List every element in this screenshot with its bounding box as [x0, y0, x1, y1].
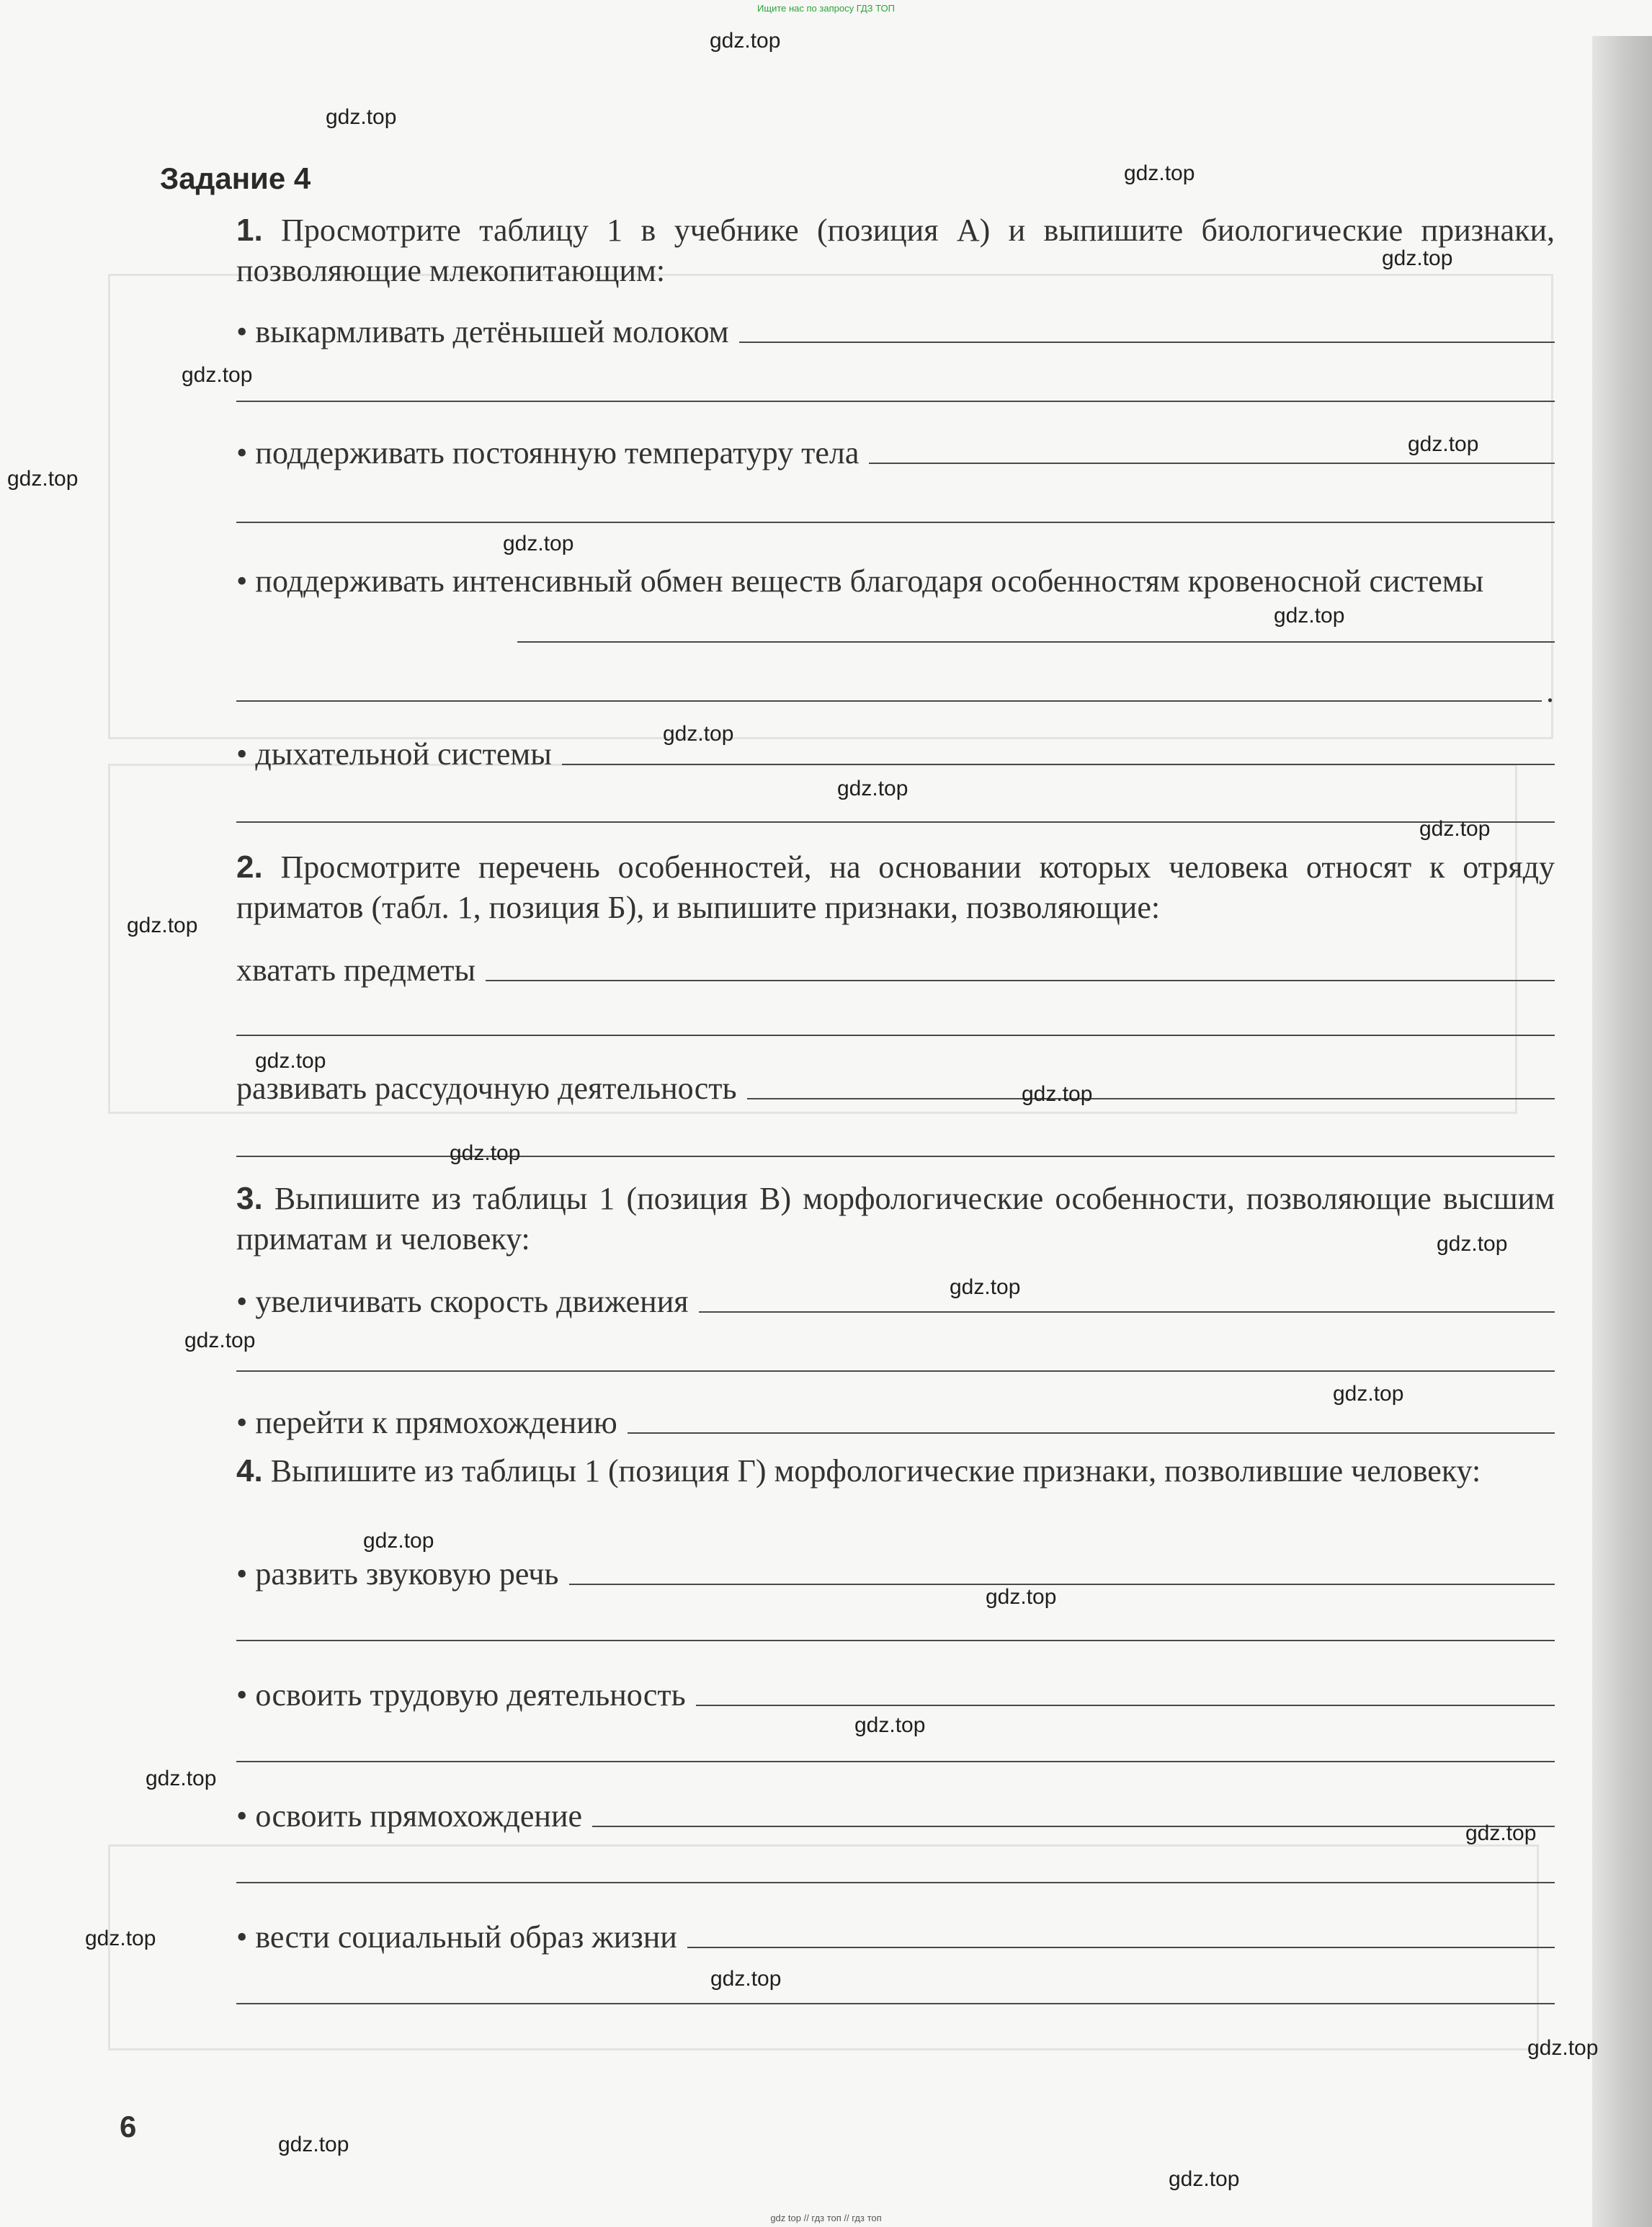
answer-row[interactable] [236, 1403, 1555, 1441]
answer-line[interactable] [569, 1584, 1555, 1585]
watermark-text: gdz.top [837, 777, 908, 800]
watermark-text: gdz.top [854, 1713, 926, 1737]
watermark-text: gdz.top [326, 105, 397, 129]
watermark-text: gdz.top [950, 1275, 1021, 1299]
answer-row[interactable] [236, 1676, 1555, 1713]
watermark-text: gdz.top [184, 1329, 256, 1352]
answer-row[interactable] [236, 735, 1555, 772]
answer-line[interactable] [236, 522, 1555, 523]
question-4 [236, 1451, 1555, 1491]
question-4-number: 4. [236, 1453, 263, 1489]
watermark-text: gdz.top [1527, 2036, 1599, 2060]
answer-line[interactable] [236, 1156, 1555, 1157]
question-2-text: Просмотрите перечень особенностей, на основании которых человека относят к отряду приматов (табл. 1, позиция Б), и выпишите признаки, позволяющие: [236, 849, 1555, 925]
page-number: 6 [120, 2110, 137, 2143]
question-2 [236, 847, 1555, 928]
watermark-text: gdz.top [986, 1585, 1057, 1609]
answer-row[interactable] [236, 1918, 1555, 1955]
watermark-text: gdz.top [363, 1529, 434, 1553]
question-3 [236, 1179, 1555, 1259]
footer-note: gdz top // гдз топ // гдз топ [770, 2213, 882, 2223]
answer-line[interactable] [236, 1761, 1555, 1762]
answer-line[interactable] [236, 700, 1542, 702]
answer-line[interactable] [699, 1311, 1555, 1313]
answer-line[interactable] [236, 821, 1555, 823]
answer-row[interactable] [236, 951, 1555, 988]
answer-line[interactable] [236, 2003, 1555, 2004]
watermark-text: gdz.top [503, 532, 574, 555]
answer-line[interactable] [562, 764, 1555, 765]
answer-line[interactable] [592, 1826, 1555, 1827]
answer-line[interactable] [236, 1882, 1555, 1883]
answer-prompt: • перейти к прямохождению [236, 1405, 617, 1440]
page-spine-shadow [1592, 36, 1652, 2227]
watermark-text: gdz.top [1274, 604, 1345, 628]
watermark-text: gdz.top [450, 1141, 521, 1165]
answer-prompt: • развить звуковую речь [236, 1556, 559, 1592]
watermark-text: gdz.top [1382, 246, 1453, 270]
answer-prompt: хватать предметы [236, 952, 476, 988]
answer-line[interactable] [747, 1098, 1555, 1099]
watermark-text: gdz.top [1169, 2167, 1240, 2191]
watermark-text: gdz.top [663, 722, 734, 746]
task-title: Задание 4 [160, 161, 311, 195]
header-note: Ищите нас по запросу ГДЗ ТОП [757, 3, 895, 14]
answer-prompt: • освоить прямохождение [236, 1798, 583, 1834]
watermark-text: gdz.top [127, 914, 198, 937]
answer-row[interactable] [236, 1069, 1555, 1107]
watermark-text: gdz.top [1437, 1232, 1508, 1256]
watermark-text: gdz.top [182, 363, 253, 387]
answer-row[interactable] [236, 1282, 1555, 1320]
answer-line[interactable] [236, 1640, 1555, 1641]
answer-line[interactable] [628, 1432, 1555, 1434]
watermark-text: gdz.top [255, 1049, 326, 1073]
answer-row[interactable] [236, 1797, 1555, 1834]
answer-prompt: • увеличивать скорость движения [236, 1284, 689, 1319]
watermark-text: gdz.top [710, 29, 781, 53]
answer-prompt: • поддерживать интенсивный обмен веществ благодаря особенностям кровеносной системы [236, 563, 1484, 599]
watermark-text: gdz.top [1333, 1382, 1404, 1406]
answer-prompt: • выкармливать детёнышей молоком [236, 314, 729, 349]
answer-line[interactable] [236, 1035, 1555, 1036]
question-3-number: 3. [236, 1181, 263, 1216]
watermark-text: gdz.top [1408, 432, 1479, 456]
answer-line[interactable] [739, 342, 1555, 343]
question-1-number: 1. [236, 213, 263, 248]
question-4-text: Выпишите из таблицы 1 (позиция Г) морфологические признаки, позволившие человеку: [270, 1453, 1481, 1489]
watermark-text: gdz.top [1022, 1082, 1093, 1106]
answer-line[interactable] [236, 401, 1555, 402]
answer-line[interactable] [517, 641, 1555, 643]
watermark-text: gdz.top [7, 467, 79, 491]
answer-row[interactable] [236, 313, 1555, 350]
question-2-number: 2. [236, 849, 263, 885]
punctuation-dot: . [1546, 674, 1554, 709]
watermark-text: gdz.top [146, 1767, 217, 1790]
answer-row[interactable] [236, 434, 1555, 471]
answer-prompt-multiline [236, 550, 1555, 612]
question-1-text: Просмотрите таблицу 1 в учебнике (позиция А) и выпишите биологические признаки, позволяющие млекопитающим: [236, 213, 1555, 288]
answer-line[interactable] [687, 1947, 1555, 1948]
answer-line[interactable] [236, 1370, 1555, 1372]
answer-prompt: • освоить трудовую деятельность [236, 1677, 686, 1713]
watermark-text: gdz.top [278, 2133, 349, 2156]
watermark-text: gdz.top [710, 1967, 782, 1991]
answer-row[interactable] [236, 1555, 1555, 1592]
answer-prompt: • вести социальный образ жизни [236, 1919, 677, 1955]
watermark-text: gdz.top [85, 1927, 156, 1950]
answer-prompt: • дыхательной системы [236, 736, 552, 772]
watermark-text: gdz.top [1419, 817, 1491, 841]
question-3-text: Выпишите из таблицы 1 (позиция В) морфологические особенности, позволяющие высшим приматам и человеку: [236, 1181, 1555, 1257]
watermark-text: gdz.top [1124, 161, 1195, 185]
answer-line[interactable] [696, 1705, 1555, 1706]
watermark-text: gdz.top [1465, 1821, 1537, 1845]
answer-prompt: • поддерживать постоянную температуру тела [236, 435, 860, 470]
answer-prompt: развивать рассудочную деятельность [236, 1071, 737, 1106]
answer-line[interactable] [869, 463, 1555, 464]
answer-line[interactable] [486, 980, 1555, 981]
question-1 [236, 210, 1555, 291]
